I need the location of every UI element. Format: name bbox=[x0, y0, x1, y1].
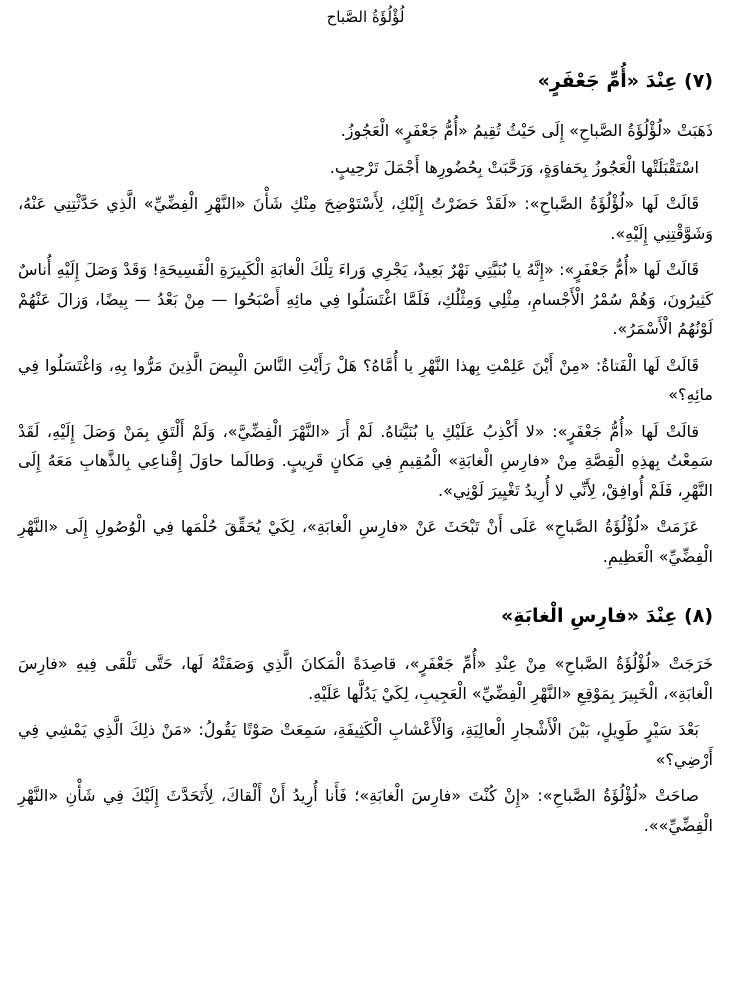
paragraph: صاحَتْ «لُؤْلُؤَةُ الصَّباحِ»: «إِنْ كُنْتَ «فارِسَ الْغابَةِ»؛ فَأَنا أُرِيدُ أَنْ أَلْقاكَ، لِأَتَحَدَّثَ إِلَيْكَ فِي شَأْنِ «النَّهْرِ الْفِضِّيِّ»». bbox=[18, 786, 713, 835]
paragraph: قَالَتْ لَها «لُؤْلُؤَةُ الصَّباحِ»: «لَقَدْ حَضَرْتُ إِلَيْكِ، لِأَسْتَوْضِحَ مِنْكِ شَأْنَ «النَّهْرِ الْفِضِّيِّ» الَّذِي حَدَّثْتِنِي عَنْهُ، وَشَوَّقْتِنِي إِلَيْهِ». bbox=[18, 194, 713, 243]
paragraph: قَالَتْ لَها الْفَتاةُ: «مِنْ أَيْنَ عَلِمْتِ بِهذا النَّهْرِ يا أُمَّاهُ؟ هَلْ رَأَيْتِ النَّاسَ الْبِيضَ الَّذِينَ مَرُّوا بِهِ، وَاغْتَسَلُوا فِي مائِهِ؟» bbox=[18, 355, 713, 404]
paragraph: ذَهَبَتْ «لُؤْلُؤَةُ الصَّباحِ» إِلَى حَيْثُ تُقِيمُ «أُمُّ جَعْفَرٍ» الْعَجُوزُ. bbox=[340, 121, 713, 140]
section-body bbox=[18, 649, 713, 840]
section-title: (٧) عِنْدَ «أُمِّ جَعْفَرٍ» bbox=[537, 70, 713, 92]
paragraph: بَعْدَ سَيْرٍ طَوِيلٍ، بَيْنَ الْأَشْجارِ الْعالِيَةِ، وَالْأَعْشابِ الْكَثِيفَةِ، سَمِعَتْ صَوْتًا يَقُولُ: «مَنْ ذلِكَ الَّذِي يَمْشِي فِي أَرْضِي؟» bbox=[18, 720, 713, 769]
paragraph: عَزَمَتْ «لُؤْلُؤَةُ الصَّباحِ» عَلَى أَنْ تَبْحَثَ عَنْ «فارِسِ الْغابَةِ»، لِكَيْ يُحَقِّقَ حُلْمَها فِي الْوُصُولِ إِلَى «النَّهْرِ الْفِضِّيِّ» الْعَظِيمِ. bbox=[18, 517, 713, 566]
document-page bbox=[18, 0, 713, 1000]
paragraph: اسْتَقْبَلَتْها الْعَجُوزُ بِحَفاوَةٍ، وَرَحَّبَتْ بِحُضُورِها أَجْمَلَ تَرْحِيبٍ. bbox=[329, 157, 699, 177]
section-body bbox=[18, 116, 713, 571]
running-head: لُؤْلُؤَةُ الصَّباح bbox=[326, 8, 405, 26]
paragraph: قَالَتْ لَها «أُمُّ جَعْفَرٍ»: «إِنَّهُ يا بُنَيَّتِي نَهْرٌ بَعِيدٌ، يَجْرِي وَراءَ تِلْكَ الْغابَةِ الْكَبِيرَةِ الْفَسِيحَةِ! وَقَدْ وَصَلَ إِلَيْهِ أُناسٌ كَثِيرُونَ، وَهُمْ سُمْرُ الْأَجْسامِ، مِثْلِي وَمِثْلُكِ، فَلَمَّا اغْتَسَلُوا فِي مائِهِ أَصْبَحُوا — مِنْ بَعْدُ — بِيضًا، وَزالَ عَنْهُمْ لَوْنُهُمُ الْأَسْمَرُ». bbox=[18, 260, 713, 338]
section-title: (٨) عِنْدَ «فارِسِ الْغابَةِ» bbox=[501, 605, 713, 627]
paragraph: خَرَجَتْ «لُؤْلُؤَةُ الصَّباحِ» مِنْ عِنْدِ «أُمِّ جَعْفَرٍ»، قاصِدَةً الْمَكانَ الَّذِي وَصَفَتْهُ لَها، حَتَّى تَلْقَى فِيهِ «فارِسَ الْغابَةِ»، الْخَبِيرَ بِمَوْقِعِ «النَّهْرِ الْفِضِّيِّ» الْعَجِيبِ، لِكَيْ يَدُلَّها عَلَيْهِ. bbox=[18, 654, 713, 703]
paragraph: قالَتْ لَها «أُمُّ جَعْفَرٍ»: «لا أَكْذِبُ عَلَيْكِ يا بُنَيَّتاهُ. لَمْ أَرَ «النَّهْرَ الْفِضِّيَّ»، وَلَمْ أَلْتَقِ بِمَنْ وَصَلَ إِلَيْهِ، لَقَدْ سَمِعْتُ بِهذِهِ الْقِصَّةِ مِنْ «فارِسِ الْغابَةِ» الْمُقِيمِ فِي مَكانٍ قَرِيبٍ. وَطالَما حاوَلَ إِقْناعِي بِالذَّهابِ مَعَهُ إِلَى النَّهْرِ، فَلَمْ أُوافِقْ، لِأَنِّي لا أُرِيدُ تَغْيِيرَ لَوْنِي». bbox=[18, 421, 713, 500]
